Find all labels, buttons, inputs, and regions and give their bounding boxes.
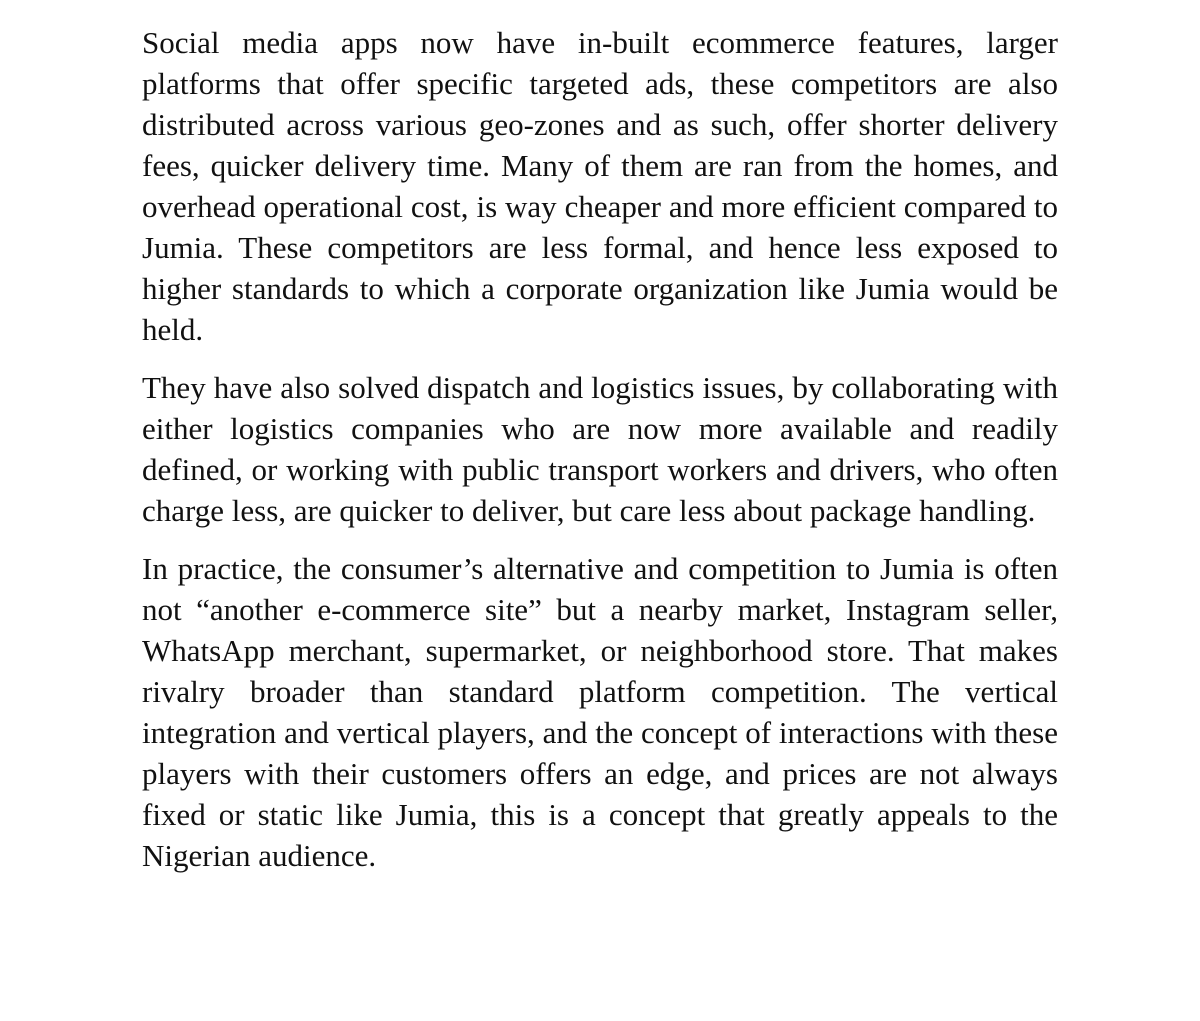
paragraph-2: They have also solved dispatch and logistics issues, by collaborating with either logistics companies who are now more available and readily defined, or working with public transport workers and drivers, who often charge less, are quicker to deliver, but care less about package handling.: [142, 370, 1058, 528]
document-body: [142, 22, 1058, 876]
paragraph-3: In practice, the consumer’s alternative and competition to Jumia is often not “another e-commerce site” but a nearby market, Instagram seller, WhatsApp merchant, supermarket, or neighborhood store. That makes rivalry broader than standard platform competition. The vertical integration and vertical players, and the concept of interactions with these players with their customers offers an edge, and prices are not always fixed or static like Jumia, this is a concept that greatly appeals to the Nigerian audience.: [142, 551, 1058, 873]
paragraph-1: Social media apps now have in-built ecommerce features, larger platforms that offer specific targeted ads, these competitors are also distributed across various geo-zones and as such, offer shorter delivery fees, quicker delivery time. Many of them are ran from the homes, and overhead operational cost, is way cheaper and more efficient compared to Jumia. These competitors are less formal, and hence less exposed to higher standards to which a corporate organization like Jumia would be held.: [142, 25, 1058, 347]
